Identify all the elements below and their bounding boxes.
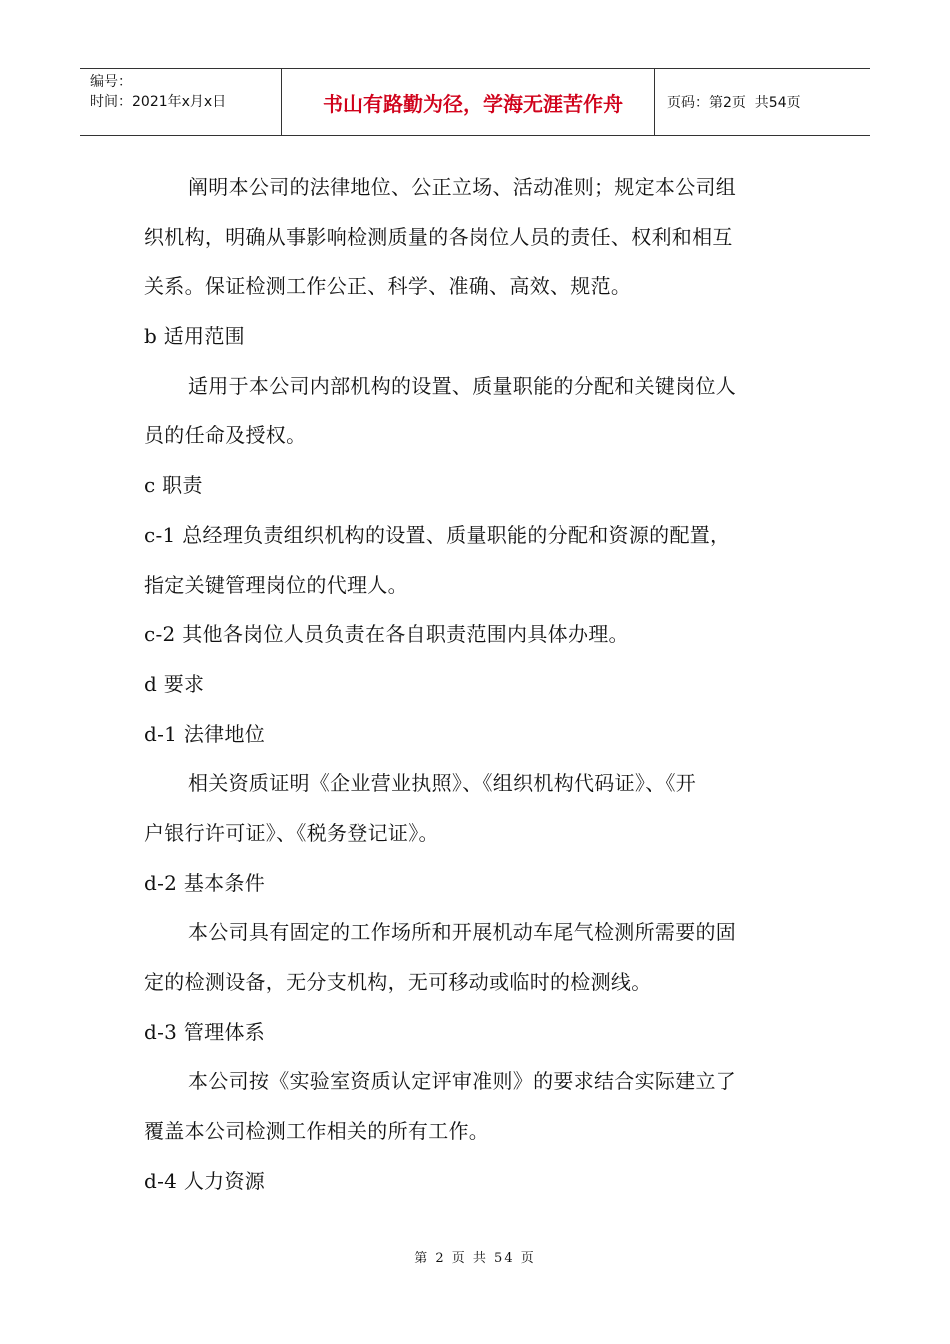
- header-meta-cell: [80, 69, 282, 135]
- paragraph-line: c-1 总经理负责组织机构的设置、质量职能的分配和资源的配置，: [144, 522, 731, 547]
- section-heading: d 要求: [144, 671, 205, 696]
- paragraph-line: 适用于本公司内部机构的设置、质量职能的分配和关键岗位人: [188, 373, 737, 398]
- subsection-heading: d-2 基本条件: [144, 870, 266, 895]
- paragraph-line: 织机构，明确从事影响检测质量的各岗位人员的责任、权利和相互: [144, 224, 733, 249]
- document-body: [144, 163, 810, 1206]
- subsection-heading: d-1 法律地位: [144, 721, 266, 746]
- paragraph-line: 员的任命及授权。: [144, 423, 307, 448]
- section-heading: b 适用范围: [144, 324, 245, 349]
- paragraph-line: 本公司具有固定的工作场所和开展机动车尾气检测所需要的固: [188, 920, 737, 945]
- paragraph-line: 相关资质证明《企业营业执照》、《组织机构代码证》、《开: [188, 771, 697, 796]
- paragraph-line: 关系。保证检测工作公正、科学、准确、高效、规范。: [144, 274, 632, 299]
- motto-text: 书山有路勤为径，学海无涯苦作舟: [323, 91, 623, 116]
- paragraph-line: 本公司按《实验室资质认定评审准则》的要求结合实际建立了: [188, 1069, 737, 1094]
- page-info-cell: [655, 69, 870, 135]
- date-label: 时间：2021年x月x日: [90, 94, 227, 110]
- paragraph-line: c-2 其他各岗位人员负责在各自职责范围内具体办理。: [144, 622, 629, 647]
- paragraph-line: 定的检测设备，无分支机构，无可移动或临时的检测线。: [144, 970, 652, 994]
- paragraph-line: 指定关键管理岗位的代理人。: [144, 572, 408, 597]
- subsection-heading: d-3 管理体系: [144, 1019, 266, 1044]
- motto-cell: [282, 69, 655, 135]
- paragraph-line: 户银行许可证》、《税务登记证》。: [144, 820, 439, 845]
- serial-number-label: 编号：: [90, 74, 132, 90]
- paragraph-line: 阐明本公司的法律地位、公正立场、活动准则；规定本公司组: [188, 175, 737, 199]
- section-heading: c 职责: [144, 473, 203, 498]
- page-info-text: 页码：第2页 共54页: [667, 95, 801, 111]
- document-header: [80, 68, 870, 136]
- paragraph-line: 覆盖本公司检测工作相关的所有工作。: [144, 1119, 490, 1144]
- subsection-heading: d-4 人力资源: [144, 1168, 266, 1193]
- page-footer: 第 2 页 共 54 页: [414, 1251, 536, 1266]
